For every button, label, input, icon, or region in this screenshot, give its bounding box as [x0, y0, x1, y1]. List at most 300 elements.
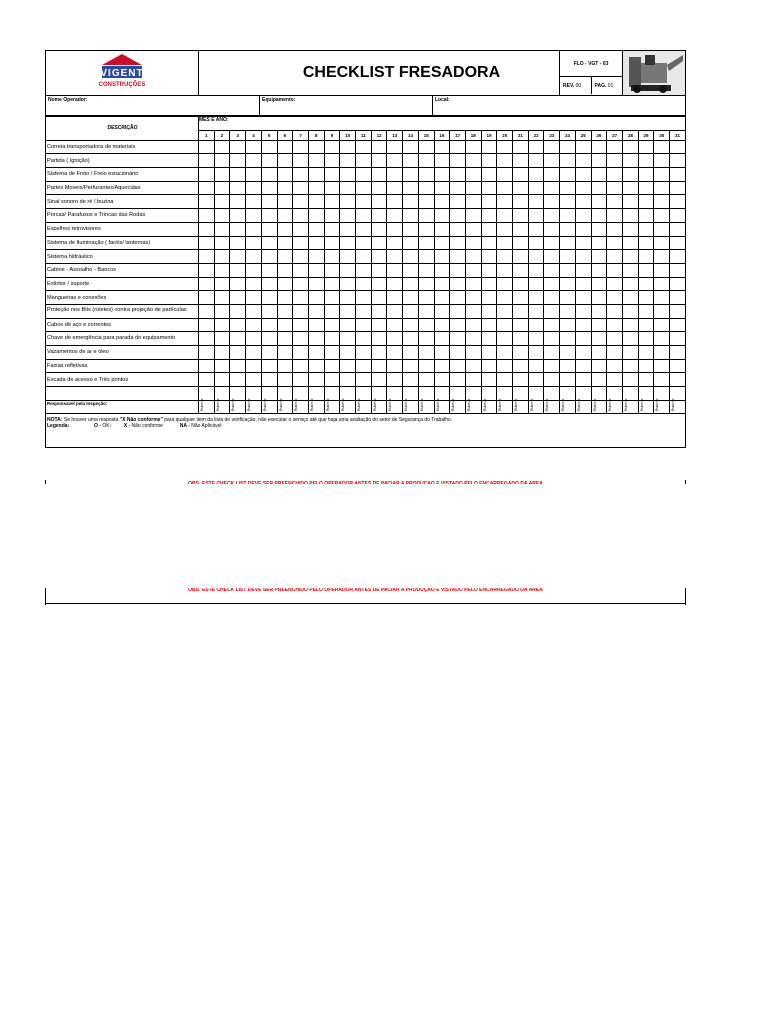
check-cell[interactable] [528, 154, 544, 168]
check-cell[interactable] [199, 359, 215, 373]
check-cell[interactable] [465, 209, 481, 223]
check-cell[interactable] [308, 236, 324, 250]
check-cell[interactable] [497, 318, 513, 332]
check-cell[interactable] [544, 209, 560, 223]
check-cell[interactable] [340, 346, 356, 360]
check-cell[interactable] [638, 181, 654, 195]
check-cell[interactable] [607, 222, 623, 236]
check-cell[interactable] [387, 168, 403, 182]
check-cell[interactable] [544, 236, 560, 250]
check-cell[interactable] [199, 154, 215, 168]
check-cell[interactable] [340, 318, 356, 332]
check-cell[interactable] [450, 291, 466, 305]
signature-cell[interactable] [308, 400, 324, 414]
check-cell[interactable] [481, 373, 497, 387]
check-cell[interactable] [308, 318, 324, 332]
check-cell[interactable] [371, 277, 387, 291]
check-cell[interactable] [308, 222, 324, 236]
check-cell[interactable] [560, 222, 576, 236]
check-cell[interactable] [246, 236, 262, 250]
check-cell[interactable] [528, 346, 544, 360]
check-cell[interactable] [450, 250, 466, 264]
signature-cell[interactable] [670, 400, 686, 414]
check-cell[interactable] [277, 222, 293, 236]
signature-cell[interactable] [544, 400, 560, 414]
check-cell[interactable] [387, 346, 403, 360]
check-cell[interactable] [371, 359, 387, 373]
check-cell[interactable] [575, 318, 591, 332]
check-cell[interactable] [513, 291, 529, 305]
check-cell[interactable] [450, 209, 466, 223]
signature-cell[interactable] [654, 400, 670, 414]
check-cell[interactable] [638, 195, 654, 209]
check-cell[interactable] [403, 140, 419, 154]
check-cell[interactable] [340, 332, 356, 346]
check-cell[interactable] [324, 168, 340, 182]
check-cell[interactable] [622, 181, 638, 195]
check-cell[interactable] [607, 332, 623, 346]
check-cell[interactable] [465, 359, 481, 373]
check-cell[interactable] [371, 236, 387, 250]
check-cell[interactable] [371, 195, 387, 209]
check-cell[interactable] [261, 263, 277, 277]
check-cell[interactable] [575, 209, 591, 223]
signature-cell[interactable] [513, 400, 529, 414]
check-cell[interactable] [591, 181, 607, 195]
check-cell[interactable] [622, 154, 638, 168]
check-cell[interactable] [670, 373, 686, 387]
check-cell[interactable] [654, 277, 670, 291]
check-cell[interactable] [261, 236, 277, 250]
check-cell[interactable] [277, 291, 293, 305]
check-cell[interactable] [591, 277, 607, 291]
check-cell[interactable] [356, 318, 372, 332]
check-cell[interactable] [246, 181, 262, 195]
signature-cell[interactable] [277, 400, 293, 414]
check-cell[interactable] [340, 222, 356, 236]
check-cell[interactable] [261, 222, 277, 236]
check-cell[interactable] [230, 318, 246, 332]
check-cell[interactable] [293, 250, 309, 264]
check-cell[interactable] [356, 222, 372, 236]
check-cell[interactable] [497, 263, 513, 277]
check-cell[interactable] [340, 359, 356, 373]
check-cell[interactable] [418, 346, 434, 360]
check-cell[interactable] [230, 277, 246, 291]
month-year-field[interactable]: MÊS E ANO: [199, 117, 686, 131]
check-cell[interactable] [528, 277, 544, 291]
check-cell[interactable] [403, 373, 419, 387]
check-cell[interactable] [591, 318, 607, 332]
check-cell[interactable] [591, 346, 607, 360]
check-cell[interactable] [324, 154, 340, 168]
check-cell[interactable] [387, 277, 403, 291]
check-cell[interactable] [622, 209, 638, 223]
check-cell[interactable] [308, 181, 324, 195]
check-cell[interactable] [418, 250, 434, 264]
check-cell[interactable] [293, 181, 309, 195]
check-cell[interactable] [324, 359, 340, 373]
check-cell[interactable] [261, 318, 277, 332]
check-cell[interactable] [622, 359, 638, 373]
check-cell[interactable] [528, 222, 544, 236]
check-cell[interactable] [465, 291, 481, 305]
check-cell[interactable] [670, 195, 686, 209]
check-cell[interactable] [340, 140, 356, 154]
check-cell[interactable] [622, 373, 638, 387]
check-cell[interactable] [418, 359, 434, 373]
check-cell[interactable] [575, 236, 591, 250]
check-cell[interactable] [497, 373, 513, 387]
check-cell[interactable] [622, 140, 638, 154]
signature-cell[interactable] [497, 400, 513, 414]
check-cell[interactable] [387, 236, 403, 250]
check-cell[interactable] [403, 195, 419, 209]
check-cell[interactable] [293, 195, 309, 209]
check-cell[interactable] [465, 263, 481, 277]
check-cell[interactable] [340, 168, 356, 182]
check-cell[interactable] [340, 263, 356, 277]
check-cell[interactable] [528, 318, 544, 332]
check-cell[interactable] [638, 332, 654, 346]
check-cell[interactable] [513, 263, 529, 277]
check-cell[interactable] [214, 154, 230, 168]
check-cell[interactable] [387, 222, 403, 236]
check-cell[interactable] [324, 318, 340, 332]
signature-cell[interactable] [622, 400, 638, 414]
check-cell[interactable] [371, 250, 387, 264]
check-cell[interactable] [308, 263, 324, 277]
check-cell[interactable] [293, 154, 309, 168]
check-cell[interactable] [591, 304, 607, 318]
check-cell[interactable] [528, 236, 544, 250]
check-cell[interactable] [371, 304, 387, 318]
check-cell[interactable] [246, 195, 262, 209]
signature-cell[interactable] [324, 400, 340, 414]
check-cell[interactable] [324, 373, 340, 387]
check-cell[interactable] [387, 291, 403, 305]
check-cell[interactable] [434, 359, 450, 373]
check-cell[interactable] [387, 359, 403, 373]
check-cell[interactable] [261, 168, 277, 182]
check-cell[interactable] [214, 195, 230, 209]
check-cell[interactable] [513, 318, 529, 332]
check-cell[interactable] [371, 222, 387, 236]
check-cell[interactable] [418, 373, 434, 387]
check-cell[interactable] [465, 195, 481, 209]
check-cell[interactable] [670, 140, 686, 154]
check-cell[interactable] [654, 222, 670, 236]
check-cell[interactable] [607, 346, 623, 360]
local-field[interactable]: Local: [435, 97, 450, 103]
check-cell[interactable] [607, 168, 623, 182]
check-cell[interactable] [199, 140, 215, 154]
check-cell[interactable] [246, 140, 262, 154]
check-cell[interactable] [638, 263, 654, 277]
check-cell[interactable] [418, 318, 434, 332]
check-cell[interactable] [575, 291, 591, 305]
check-cell[interactable] [544, 195, 560, 209]
check-cell[interactable] [513, 154, 529, 168]
check-cell[interactable] [293, 373, 309, 387]
check-cell[interactable] [277, 263, 293, 277]
check-cell[interactable] [465, 222, 481, 236]
check-cell[interactable] [356, 250, 372, 264]
check-cell[interactable] [528, 140, 544, 154]
check-cell[interactable] [607, 263, 623, 277]
check-cell[interactable] [544, 222, 560, 236]
check-cell[interactable] [434, 291, 450, 305]
check-cell[interactable] [560, 250, 576, 264]
check-cell[interactable] [654, 195, 670, 209]
check-cell[interactable] [277, 140, 293, 154]
check-cell[interactable] [214, 291, 230, 305]
check-cell[interactable] [246, 209, 262, 223]
check-cell[interactable] [560, 304, 576, 318]
check-cell[interactable] [340, 304, 356, 318]
check-cell[interactable] [356, 154, 372, 168]
check-cell[interactable] [308, 277, 324, 291]
check-cell[interactable] [638, 304, 654, 318]
check-cell[interactable] [308, 291, 324, 305]
signature-cell[interactable] [387, 400, 403, 414]
check-cell[interactable] [261, 250, 277, 264]
signature-cell[interactable] [638, 400, 654, 414]
check-cell[interactable] [544, 263, 560, 277]
check-cell[interactable] [622, 346, 638, 360]
check-cell[interactable] [560, 154, 576, 168]
check-cell[interactable] [544, 277, 560, 291]
check-cell[interactable] [670, 332, 686, 346]
check-cell[interactable] [214, 373, 230, 387]
check-cell[interactable] [356, 168, 372, 182]
check-cell[interactable] [434, 373, 450, 387]
check-cell[interactable] [293, 263, 309, 277]
check-cell[interactable] [434, 277, 450, 291]
check-cell[interactable] [277, 373, 293, 387]
check-cell[interactable] [638, 346, 654, 360]
check-cell[interactable] [607, 304, 623, 318]
check-cell[interactable] [481, 359, 497, 373]
check-cell[interactable] [418, 168, 434, 182]
check-cell[interactable] [214, 263, 230, 277]
check-cell[interactable] [591, 332, 607, 346]
check-cell[interactable] [670, 209, 686, 223]
check-cell[interactable] [277, 168, 293, 182]
check-cell[interactable] [575, 140, 591, 154]
check-cell[interactable] [528, 250, 544, 264]
check-cell[interactable] [199, 195, 215, 209]
signature-cell[interactable] [403, 400, 419, 414]
check-cell[interactable] [246, 263, 262, 277]
check-cell[interactable] [403, 332, 419, 346]
check-cell[interactable] [544, 181, 560, 195]
check-cell[interactable] [340, 373, 356, 387]
check-cell[interactable] [434, 222, 450, 236]
check-cell[interactable] [403, 359, 419, 373]
check-cell[interactable] [434, 154, 450, 168]
check-cell[interactable] [246, 346, 262, 360]
check-cell[interactable] [214, 181, 230, 195]
check-cell[interactable] [230, 346, 246, 360]
check-cell[interactable] [607, 373, 623, 387]
check-cell[interactable] [324, 250, 340, 264]
check-cell[interactable] [528, 373, 544, 387]
check-cell[interactable] [450, 332, 466, 346]
check-cell[interactable] [403, 250, 419, 264]
check-cell[interactable] [324, 209, 340, 223]
check-cell[interactable] [481, 181, 497, 195]
check-cell[interactable] [371, 373, 387, 387]
check-cell[interactable] [654, 181, 670, 195]
check-cell[interactable] [293, 209, 309, 223]
signature-cell[interactable] [214, 400, 230, 414]
check-cell[interactable] [560, 318, 576, 332]
check-cell[interactable] [513, 373, 529, 387]
check-cell[interactable] [575, 277, 591, 291]
check-cell[interactable] [528, 263, 544, 277]
check-cell[interactable] [418, 291, 434, 305]
check-cell[interactable] [199, 291, 215, 305]
check-cell[interactable] [230, 154, 246, 168]
check-cell[interactable] [670, 222, 686, 236]
check-cell[interactable] [513, 168, 529, 182]
check-cell[interactable] [481, 140, 497, 154]
check-cell[interactable] [607, 209, 623, 223]
check-cell[interactable] [277, 154, 293, 168]
check-cell[interactable] [607, 250, 623, 264]
check-cell[interactable] [575, 346, 591, 360]
check-cell[interactable] [513, 195, 529, 209]
check-cell[interactable] [356, 359, 372, 373]
check-cell[interactable] [481, 168, 497, 182]
check-cell[interactable] [497, 195, 513, 209]
check-cell[interactable] [199, 250, 215, 264]
check-cell[interactable] [418, 140, 434, 154]
check-cell[interactable] [497, 359, 513, 373]
check-cell[interactable] [371, 346, 387, 360]
check-cell[interactable] [638, 236, 654, 250]
check-cell[interactable] [199, 318, 215, 332]
check-cell[interactable] [340, 154, 356, 168]
check-cell[interactable] [607, 181, 623, 195]
check-cell[interactable] [450, 318, 466, 332]
check-cell[interactable] [308, 154, 324, 168]
signature-cell[interactable] [340, 400, 356, 414]
check-cell[interactable] [230, 263, 246, 277]
signature-cell[interactable] [246, 400, 262, 414]
check-cell[interactable] [497, 168, 513, 182]
check-cell[interactable] [434, 332, 450, 346]
check-cell[interactable] [403, 181, 419, 195]
check-cell[interactable] [560, 209, 576, 223]
check-cell[interactable] [277, 195, 293, 209]
check-cell[interactable] [513, 304, 529, 318]
check-cell[interactable] [214, 222, 230, 236]
check-cell[interactable] [622, 318, 638, 332]
check-cell[interactable] [356, 304, 372, 318]
check-cell[interactable] [403, 154, 419, 168]
check-cell[interactable] [670, 236, 686, 250]
check-cell[interactable] [622, 236, 638, 250]
check-cell[interactable] [277, 250, 293, 264]
check-cell[interactable] [607, 236, 623, 250]
check-cell[interactable] [356, 236, 372, 250]
check-cell[interactable] [528, 359, 544, 373]
check-cell[interactable] [497, 222, 513, 236]
check-cell[interactable] [670, 250, 686, 264]
check-cell[interactable] [214, 318, 230, 332]
check-cell[interactable] [246, 168, 262, 182]
check-cell[interactable] [450, 181, 466, 195]
check-cell[interactable] [560, 140, 576, 154]
signature-cell[interactable] [261, 400, 277, 414]
check-cell[interactable] [638, 277, 654, 291]
signature-cell[interactable] [418, 400, 434, 414]
check-cell[interactable] [575, 263, 591, 277]
check-cell[interactable] [214, 359, 230, 373]
check-cell[interactable] [575, 250, 591, 264]
check-cell[interactable] [591, 236, 607, 250]
check-cell[interactable] [528, 195, 544, 209]
check-cell[interactable] [356, 332, 372, 346]
check-cell[interactable] [261, 332, 277, 346]
check-cell[interactable] [418, 332, 434, 346]
check-cell[interactable] [371, 263, 387, 277]
check-cell[interactable] [465, 332, 481, 346]
check-cell[interactable] [230, 222, 246, 236]
check-cell[interactable] [261, 359, 277, 373]
check-cell[interactable] [387, 140, 403, 154]
signature-cell[interactable] [591, 400, 607, 414]
check-cell[interactable] [591, 373, 607, 387]
check-cell[interactable] [654, 291, 670, 305]
check-cell[interactable] [465, 304, 481, 318]
check-cell[interactable] [591, 359, 607, 373]
check-cell[interactable] [481, 291, 497, 305]
check-cell[interactable] [513, 277, 529, 291]
check-cell[interactable] [230, 250, 246, 264]
check-cell[interactable] [230, 304, 246, 318]
check-cell[interactable] [450, 277, 466, 291]
check-cell[interactable] [434, 140, 450, 154]
check-cell[interactable] [403, 277, 419, 291]
signature-cell[interactable] [528, 400, 544, 414]
check-cell[interactable] [497, 332, 513, 346]
check-cell[interactable] [293, 140, 309, 154]
check-cell[interactable] [497, 236, 513, 250]
check-cell[interactable] [418, 154, 434, 168]
check-cell[interactable] [465, 250, 481, 264]
check-cell[interactable] [638, 209, 654, 223]
check-cell[interactable] [199, 346, 215, 360]
check-cell[interactable] [654, 236, 670, 250]
check-cell[interactable] [356, 263, 372, 277]
check-cell[interactable] [308, 209, 324, 223]
check-cell[interactable] [199, 222, 215, 236]
check-cell[interactable] [654, 304, 670, 318]
check-cell[interactable] [434, 181, 450, 195]
check-cell[interactable] [293, 359, 309, 373]
check-cell[interactable] [622, 304, 638, 318]
check-cell[interactable] [528, 291, 544, 305]
check-cell[interactable] [214, 346, 230, 360]
check-cell[interactable] [308, 359, 324, 373]
check-cell[interactable] [261, 181, 277, 195]
check-cell[interactable] [434, 195, 450, 209]
check-cell[interactable] [387, 304, 403, 318]
check-cell[interactable] [560, 168, 576, 182]
